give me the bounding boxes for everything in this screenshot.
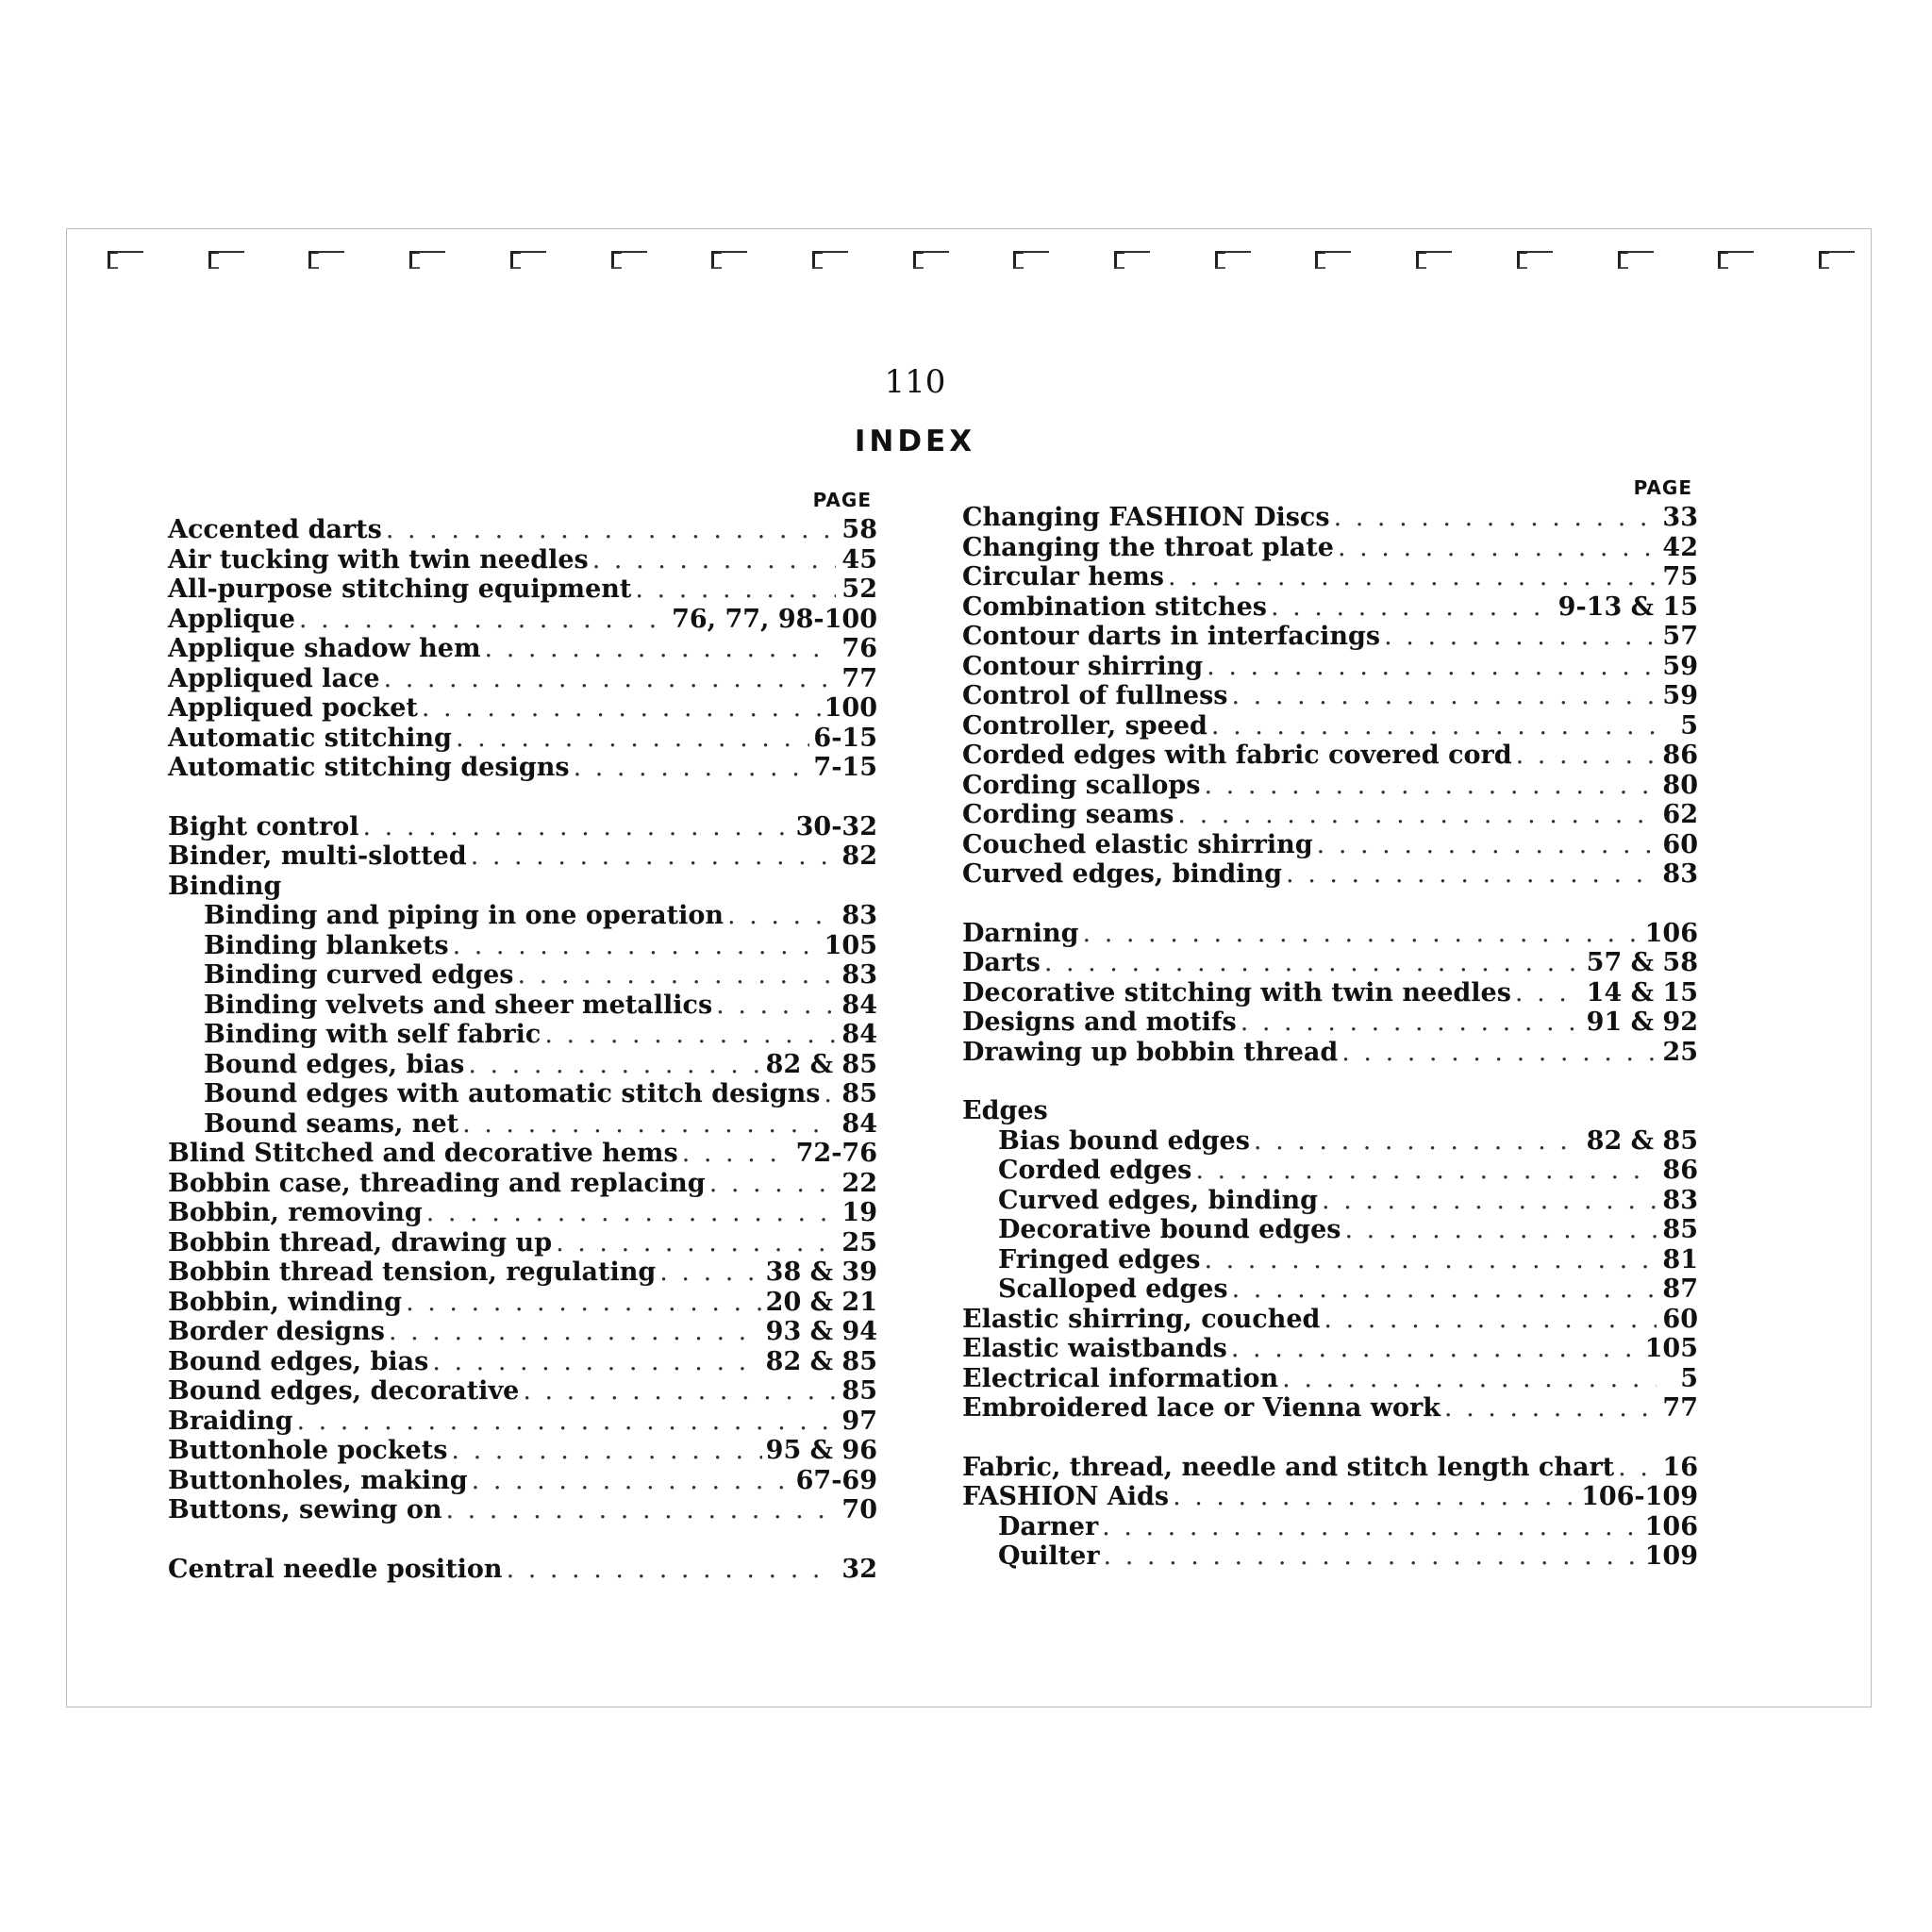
binding-ring <box>1412 245 1456 264</box>
entry-name: Binding with self fabric <box>204 1020 541 1049</box>
dot-leader <box>1231 681 1657 711</box>
entry-page: 59 <box>1662 681 1698 710</box>
dot-leader <box>1083 919 1641 949</box>
entry-name: Couched elastic shirring <box>962 829 1313 859</box>
binding-ring <box>406 245 449 264</box>
entry-name: Contour shirring <box>962 651 1204 681</box>
index-entry <box>962 1274 1698 1305</box>
index-entry <box>962 1512 1698 1542</box>
index-entry <box>168 1555 877 1585</box>
entry-page: 5 <box>1680 1363 1698 1393</box>
index-entry <box>962 592 1698 623</box>
entry-page: 82 & 85 <box>1586 1125 1698 1156</box>
index-entry <box>168 515 877 545</box>
index-entry <box>168 1020 877 1050</box>
entry-page: 60 <box>1662 1304 1698 1334</box>
entry-name: Bias bound edges <box>998 1125 1250 1156</box>
entry-page: 60 <box>1662 829 1698 859</box>
index-entry <box>168 605 877 635</box>
index-entry <box>168 1228 877 1258</box>
index-entry <box>168 991 877 1021</box>
entry-name: All-purpose stitching equipment <box>168 575 632 604</box>
dot-leader <box>1211 711 1657 741</box>
index-entry <box>962 1305 1698 1335</box>
dot-leader <box>1205 771 1657 801</box>
index-entry <box>962 1186 1698 1216</box>
index-entry <box>962 533 1698 563</box>
entry-page: 25 <box>1662 1037 1698 1067</box>
entry-page: 5 <box>1680 710 1698 741</box>
entry-name: Curved edges, binding <box>962 859 1283 889</box>
binding-ring <box>1211 245 1255 264</box>
entry-name: Appliqued lace <box>168 663 380 693</box>
index-entry <box>962 1453 1698 1483</box>
index-entry <box>962 830 1698 860</box>
index-entry <box>168 664 877 694</box>
index-entry <box>168 1079 877 1109</box>
index-entry <box>962 1334 1698 1364</box>
index-entry <box>168 1257 877 1288</box>
entry-page: 58 <box>841 515 877 544</box>
index-entry <box>962 800 1698 830</box>
entry-name: Decorative bound edges <box>998 1215 1341 1244</box>
entry-page: 7-15 <box>813 753 877 782</box>
binding-ring <box>507 245 550 264</box>
entry-name: Braiding <box>168 1406 293 1436</box>
entry-page: 83 <box>841 960 877 990</box>
entry-name: Curved edges, binding <box>998 1185 1319 1215</box>
entry-name: Bobbin, winding <box>168 1287 403 1317</box>
entry-page: 93 & 94 <box>765 1317 877 1346</box>
entry-page: 85 <box>841 1079 877 1108</box>
entry-page: 83 <box>1662 1185 1698 1215</box>
spiral-binding <box>104 245 1858 283</box>
entry-name: Buttons, sewing on <box>168 1495 442 1524</box>
entry-name: Electrical information <box>962 1363 1279 1393</box>
index-entry <box>962 1245 1698 1275</box>
dot-leader <box>824 1079 836 1109</box>
dot-leader <box>363 812 792 842</box>
dot-leader <box>1044 948 1583 978</box>
dot-leader <box>1516 741 1657 771</box>
entry-name: Fringed edges <box>998 1244 1201 1274</box>
dot-leader <box>426 1198 836 1228</box>
dot-leader <box>1168 562 1657 592</box>
index-entry <box>962 1541 1698 1572</box>
index-entry <box>962 681 1698 711</box>
index-entry <box>168 1376 877 1407</box>
binding-ring <box>1009 245 1053 264</box>
dot-leader <box>1271 592 1555 623</box>
entry-name: Border designs <box>168 1317 385 1346</box>
dot-leader <box>592 545 836 575</box>
dot-leader <box>1241 1008 1583 1038</box>
entry-page: 32 <box>841 1554 877 1584</box>
dot-leader <box>574 753 810 783</box>
entry-page: 86 <box>1662 1156 1698 1185</box>
binding-ring <box>708 245 751 264</box>
index-entry <box>962 1126 1698 1157</box>
binding-ring <box>1614 245 1657 264</box>
dot-leader <box>299 605 668 635</box>
index-entry <box>962 948 1698 978</box>
entry-name: Bound edges, bias <box>168 1346 429 1376</box>
index-entry <box>962 622 1698 652</box>
entry-name: Applique <box>168 604 295 634</box>
dot-leader <box>1322 1186 1657 1216</box>
index-entry <box>962 562 1698 592</box>
entry-name: Quilter <box>998 1541 1100 1571</box>
entry-name: Combination stitches <box>962 591 1267 622</box>
dot-leader <box>507 1555 836 1585</box>
entry-page: 20 & 21 <box>765 1287 877 1317</box>
entry-page: 97 <box>841 1406 877 1436</box>
entry-page: 22 <box>841 1168 877 1198</box>
index-entry <box>168 1347 877 1377</box>
index-entry <box>962 771 1698 801</box>
entry-page: 38 & 39 <box>765 1257 877 1287</box>
dot-leader <box>544 1020 836 1050</box>
index-entry <box>168 693 877 724</box>
index-entry <box>168 545 877 575</box>
entry-page: 100 <box>824 693 877 723</box>
dot-leader <box>1195 1156 1657 1186</box>
entry-name: Binding and piping in one operation <box>204 901 724 930</box>
index-entry <box>962 503 1698 533</box>
entry-page: 30-32 <box>795 811 877 841</box>
index-entry <box>962 919 1698 949</box>
dot-leader <box>1324 1305 1657 1335</box>
index-heading <box>962 1096 1698 1126</box>
dot-leader <box>471 841 836 872</box>
index-entry <box>962 978 1698 1008</box>
dot-leader <box>1204 1245 1657 1275</box>
index-entry <box>962 1156 1698 1186</box>
entry-page: 76, 77, 98-100 <box>672 604 877 634</box>
dot-leader <box>1334 503 1657 533</box>
index-entry <box>168 1466 877 1496</box>
entry-page: 105 <box>824 930 877 960</box>
dot-leader <box>1231 1334 1641 1364</box>
index-entry <box>962 1008 1698 1038</box>
binding-ring <box>1311 245 1355 264</box>
entry-page: 80 <box>1662 770 1698 800</box>
entry-name: Central needle position <box>168 1554 503 1584</box>
entry-page: 85 <box>1662 1215 1698 1244</box>
dot-leader <box>296 1407 836 1437</box>
dot-leader <box>659 1257 761 1288</box>
entry-name: Circular hems <box>962 562 1164 591</box>
entry-page: 105 <box>1644 1334 1698 1363</box>
entry-name: Binding curved edges <box>204 960 514 990</box>
index-entry <box>168 1050 877 1080</box>
entry-name: Bound edges with automatic stitch designs <box>204 1079 821 1108</box>
index-entry <box>962 1038 1698 1068</box>
index-entry <box>168 1198 877 1228</box>
entry-page: 14 & 15 <box>1586 977 1698 1008</box>
entry-name: Air tucking with twin needles <box>168 544 589 575</box>
binding-ring <box>1513 245 1557 264</box>
entry-name: Bobbin, removing <box>168 1198 423 1227</box>
entry-page: 82 & 85 <box>765 1049 877 1079</box>
entry-name: Binding velvets and sheer metallics <box>204 990 713 1020</box>
index-entry <box>168 812 877 842</box>
dot-leader <box>635 575 836 605</box>
entry-page: 86 <box>1662 741 1698 770</box>
entry-page: 9-13 & 15 <box>1557 591 1698 622</box>
page-number: 110 <box>884 363 946 401</box>
entry-page: 62 <box>1662 800 1698 829</box>
entry-page: 70 <box>841 1495 877 1524</box>
entry-name: Appliqued pocket <box>168 693 418 723</box>
index-entry <box>168 1139 877 1169</box>
entry-name: Applique shadow hem <box>168 634 481 663</box>
dot-leader <box>1286 859 1657 890</box>
page-title: INDEX <box>854 425 976 458</box>
index-entry <box>168 960 877 991</box>
entry-name: Control of fullness <box>962 681 1228 710</box>
entry-name: Bobbin case, threading and replacing <box>168 1168 706 1198</box>
entry-page: 82 <box>841 841 877 871</box>
entry-name: Bound edges, decorative <box>168 1376 520 1406</box>
entry-page: 85 <box>841 1376 877 1406</box>
entry-page: 91 & 92 <box>1586 1008 1698 1037</box>
index-list-right <box>962 503 1698 1572</box>
entry-page: 106 <box>1644 1511 1698 1541</box>
entry-page: 76 <box>841 634 877 663</box>
dot-leader <box>462 1109 836 1140</box>
dot-leader <box>384 664 836 694</box>
entry-page: 84 <box>841 990 877 1020</box>
entry-name: Darner <box>998 1511 1099 1541</box>
entry-page: 57 <box>1662 622 1698 651</box>
dot-leader <box>1282 1364 1657 1394</box>
entry-name: Designs and motifs <box>962 1008 1237 1037</box>
page-column-label: PAGE <box>812 489 872 511</box>
entry-page: 82 & 85 <box>765 1346 877 1376</box>
index-entry <box>168 1288 877 1318</box>
entry-page: 67-69 <box>795 1465 877 1495</box>
entry-name: Accented darts <box>168 515 382 544</box>
entry-name: Drawing up bobbin thread <box>962 1037 1339 1067</box>
entry-page: 77 <box>841 663 877 693</box>
index-entry <box>168 901 877 931</box>
entry-name: Blind Stitched and decorative hems <box>168 1139 678 1168</box>
entry-page: 42 <box>1662 532 1698 562</box>
dot-leader <box>456 724 809 754</box>
dot-leader <box>1104 1541 1641 1572</box>
dot-leader <box>386 515 836 545</box>
entry-name: Elastic shirring, couched <box>962 1304 1321 1334</box>
entry-page: 16 <box>1662 1452 1698 1482</box>
index-entry <box>962 1482 1698 1512</box>
dot-leader <box>1345 1215 1657 1245</box>
dot-leader <box>445 1495 836 1525</box>
index-entry <box>168 1436 877 1466</box>
index-entry <box>168 753 877 783</box>
index-entry <box>168 1407 877 1437</box>
entry-page: 33 <box>1662 503 1698 532</box>
entry-page: 83 <box>841 901 877 930</box>
dot-leader <box>451 1436 761 1466</box>
entry-name: Controller, speed <box>962 710 1208 741</box>
dot-leader <box>1341 1038 1657 1068</box>
binding-ring <box>608 245 651 264</box>
index-entry <box>962 652 1698 682</box>
dot-leader <box>406 1288 762 1318</box>
entry-name: Binder, multi-slotted <box>168 841 467 871</box>
entry-name: Cording scallops <box>962 770 1201 800</box>
binding-ring <box>1714 245 1757 264</box>
index-entry <box>168 1495 877 1525</box>
entry-name: Binding <box>168 871 282 901</box>
dot-leader <box>523 1376 836 1407</box>
index-column-left <box>168 489 877 1584</box>
entry-name: Scalloped edges <box>998 1274 1228 1304</box>
binding-ring <box>909 245 953 264</box>
entry-page: 95 & 96 <box>765 1436 877 1465</box>
index-entry <box>962 859 1698 890</box>
entry-page: 84 <box>841 1108 877 1139</box>
entry-page: 77 <box>1662 1393 1698 1423</box>
entry-name: Elastic waistbands <box>962 1334 1227 1363</box>
index-entry <box>962 1393 1698 1424</box>
dot-leader <box>682 1139 792 1169</box>
dot-leader <box>453 931 821 961</box>
dot-leader <box>1515 978 1583 1008</box>
index-entry <box>168 724 877 754</box>
entry-name: Buttonhole pockets <box>168 1436 448 1465</box>
dot-leader <box>556 1228 836 1258</box>
dot-leader <box>1102 1512 1641 1542</box>
index-entry <box>962 1215 1698 1245</box>
dot-leader <box>1444 1393 1657 1424</box>
entry-page: 75 <box>1662 562 1698 591</box>
entry-name: Binding blankets <box>204 930 449 960</box>
entry-page: 106-109 <box>1581 1482 1698 1511</box>
dot-leader <box>1618 1453 1657 1483</box>
entry-name: Corded edges <box>998 1156 1192 1185</box>
binding-ring <box>1815 245 1858 264</box>
dot-leader <box>432 1347 761 1377</box>
dot-leader <box>389 1317 762 1347</box>
entry-page: 19 <box>841 1198 877 1227</box>
entry-page: 81 <box>1662 1244 1698 1274</box>
entry-name: Automatic stitching <box>168 723 452 753</box>
entry-name: Changing FASHION Discs <box>962 503 1330 532</box>
dot-leader <box>1254 1126 1583 1157</box>
index-entry <box>962 741 1698 771</box>
entry-name: Changing the throat plate <box>962 532 1334 562</box>
dot-leader <box>485 634 836 664</box>
entry-name: Bound seams, net <box>204 1108 459 1139</box>
index-list-left <box>168 515 877 1584</box>
entry-name: Darning <box>962 918 1079 948</box>
entry-page: 83 <box>1662 859 1698 889</box>
dot-leader <box>716 991 836 1021</box>
entry-name: Fabric, thread, needle and stitch length chart <box>962 1452 1615 1482</box>
entry-page: 6-15 <box>813 723 877 753</box>
entry-name: Embroidered lace or Vienna work <box>962 1393 1441 1423</box>
binding-ring <box>104 245 147 264</box>
index-entry <box>962 1364 1698 1394</box>
entry-name: Bobbin thread, drawing up <box>168 1227 553 1257</box>
index-entry <box>168 575 877 605</box>
entry-page: 25 <box>841 1227 877 1257</box>
entry-page: 72-76 <box>795 1139 877 1168</box>
dot-leader <box>709 1169 836 1199</box>
dot-leader <box>1384 622 1657 652</box>
entry-page: 109 <box>1644 1541 1698 1571</box>
dot-leader <box>422 693 821 724</box>
entry-name: Darts <box>962 948 1041 977</box>
entry-page: 52 <box>841 575 877 604</box>
entry-name: Bobbin thread tension, regulating <box>168 1257 657 1287</box>
entry-name: Buttonholes, making <box>168 1465 468 1495</box>
dot-leader <box>1317 830 1657 860</box>
dot-leader <box>1173 1482 1577 1512</box>
dot-leader <box>1232 1274 1657 1305</box>
entry-name: Edges <box>962 1096 1048 1125</box>
dot-leader <box>1177 800 1657 830</box>
entry-name: Corded edges with fabric covered cord <box>962 741 1512 770</box>
binding-ring <box>205 245 248 264</box>
entry-page: 57 & 58 <box>1586 948 1698 977</box>
entry-name: Decorative stitching with twin needles <box>962 977 1511 1008</box>
index-entry <box>962 711 1698 741</box>
dot-leader <box>472 1466 792 1496</box>
entry-name: FASHION Aids <box>962 1482 1170 1511</box>
index-entry <box>168 634 877 664</box>
entry-page: 87 <box>1662 1274 1698 1304</box>
entry-name: Bound edges, bias <box>204 1049 465 1079</box>
index-entry <box>168 841 877 872</box>
binding-ring <box>305 245 348 264</box>
entry-name: Bight control <box>168 811 359 841</box>
binding-ring <box>1110 245 1154 264</box>
binding-ring <box>808 245 852 264</box>
entry-page: 84 <box>841 1020 877 1049</box>
entry-name: Automatic stitching designs <box>168 753 570 782</box>
entry-name: Contour darts in interfacings <box>962 622 1381 651</box>
index-entry <box>168 931 877 961</box>
dot-leader <box>1207 652 1657 682</box>
index-entry <box>168 1109 877 1140</box>
page-column-label: PAGE <box>1633 476 1692 499</box>
entry-name: Cording seams <box>962 800 1174 829</box>
index-column-right <box>962 476 1698 1572</box>
entry-page: 45 <box>841 544 877 575</box>
index-heading <box>168 872 877 902</box>
dot-leader <box>727 901 836 931</box>
dot-leader <box>468 1050 761 1080</box>
index-entry <box>168 1317 877 1347</box>
index-entry <box>168 1169 877 1199</box>
dot-leader <box>518 960 836 991</box>
entry-page: 106 <box>1644 918 1698 948</box>
entry-page: 59 <box>1662 651 1698 681</box>
dot-leader <box>1338 533 1657 563</box>
